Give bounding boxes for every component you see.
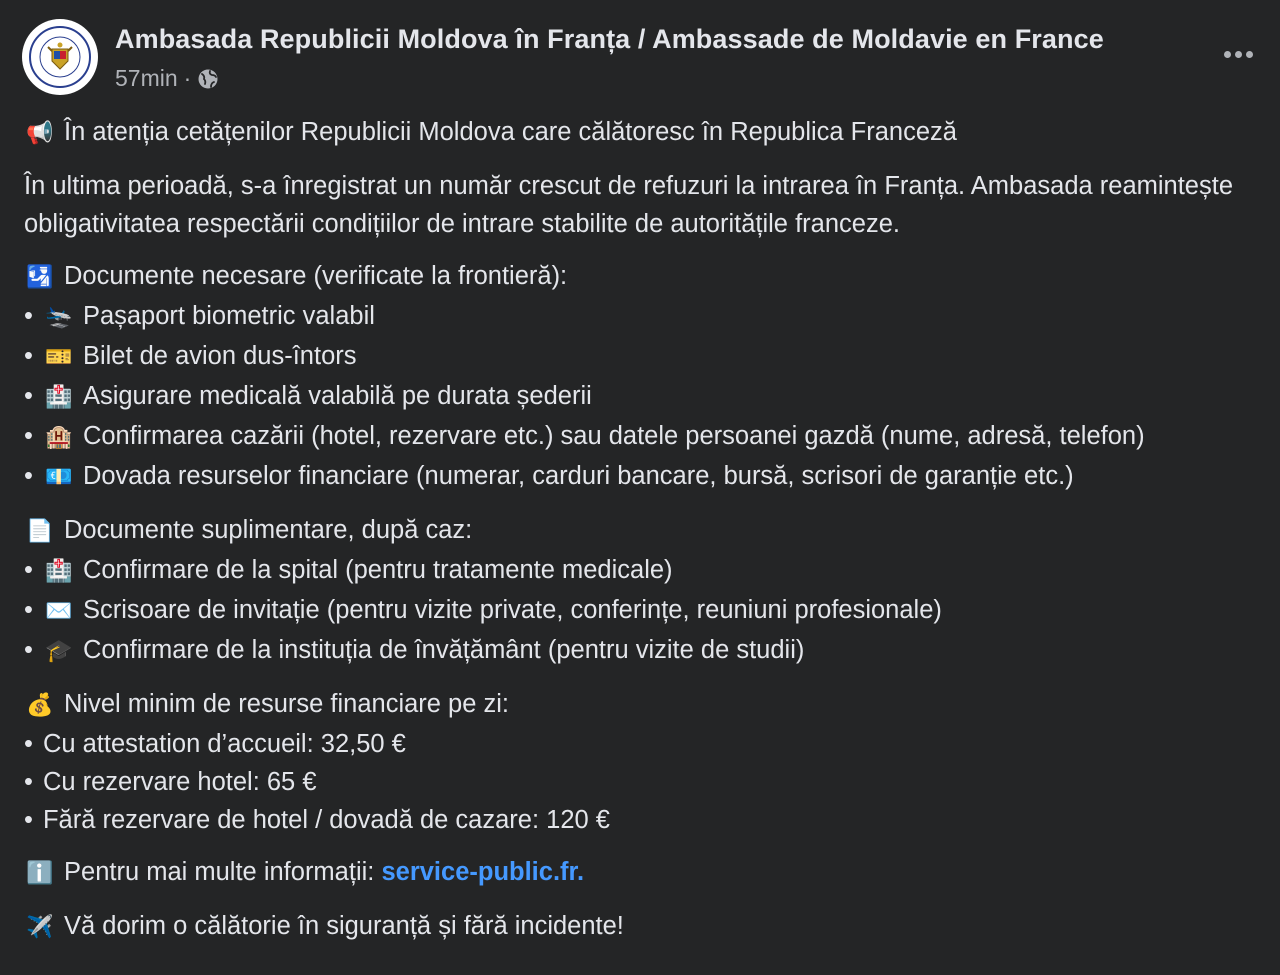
passport-control-icon: 🛂 — [26, 265, 54, 290]
financial-section — [24, 685, 1260, 839]
document-icon: 📄 — [26, 519, 54, 544]
post-body — [24, 113, 1260, 961]
additional-title: Documente suplimentare, după caz: — [64, 516, 473, 544]
post-meta — [115, 65, 219, 92]
intro-text: În atenția cetățenilor Republicii Moldova care călătoresc în Republica Franceză — [64, 118, 957, 146]
list-item: • 💶 Dovada resurselor financiare (numerar, carduri bancare, bursă, scrisori de garanție etc.) — [24, 457, 1260, 497]
financial-title: Nivel minim de resurse financiare pe zi: — [64, 690, 510, 718]
meta-separator: · — [183, 65, 192, 91]
list-item: • Cu attestation d’accueil: 32,50 € — [24, 730, 406, 758]
banknote-icon: 💶 — [45, 465, 73, 490]
airplane-arrival-icon: 🛬 — [45, 305, 73, 330]
additional-documents-section — [24, 511, 1260, 671]
list-item: • 🏥 Confirmare de la spital (pentru tratamente medicale) — [24, 551, 1260, 591]
info-icon: ℹ️ — [26, 861, 54, 886]
notice-paragraph: În ultima perioadă, s-a înregistrat un număr crescut de refuzuri la intrarea în Franța. Ambasada reamintește obligativitatea respectării condițiilor de intrare stabilite de autoritățile franceze. — [24, 172, 1234, 238]
list-item: • 🎓 Confirmare de la instituția de învățământ (pentru vizite de studii) — [24, 631, 1260, 671]
info-text: Pentru mai multe informații: — [64, 858, 382, 886]
required-documents-section — [24, 257, 1260, 497]
list-item: • Cu rezervare hotel: 65 € — [24, 768, 317, 796]
post-header — [22, 18, 1258, 100]
airplane-icon: ✈️ — [26, 915, 54, 940]
intro-line — [24, 113, 1260, 153]
list-item: • 🛬 Pașaport biometric valabil — [24, 297, 1260, 337]
ticket-icon: 🎫 — [45, 345, 73, 370]
globe-icon[interactable] — [197, 68, 219, 90]
post-timestamp[interactable]: 57min — [115, 65, 178, 91]
required-title: Documente necesare (verificate la frontieră): — [64, 262, 568, 290]
page-name-link[interactable]: Ambasada Republicii Moldova în Franța / Ambassade de Moldavie en France — [115, 24, 1104, 54]
info-line — [24, 853, 1260, 893]
list-item: • 🏨 Confirmarea cazării (hotel, rezervare etc.) sau datele persoanei gazdă (nume, adresă, telefon) — [24, 417, 1260, 457]
hospital-icon: 🏥 — [45, 385, 73, 410]
hospital-icon: 🏥 — [45, 559, 73, 584]
more-options-icon[interactable] — [1218, 38, 1258, 70]
page-avatar[interactable] — [22, 19, 98, 95]
embassy-seal-icon — [29, 26, 91, 88]
envelope-icon: ✉️ — [45, 599, 73, 624]
service-public-link[interactable]: service-public.fr. — [381, 858, 585, 886]
list-item: • ✉️ Scrisoare de invitație (pentru vizite private, conferințe, reuniuni profesionale) — [24, 591, 1260, 631]
list-item: • 🏥 Asigurare medicală valabilă pe durata șederii — [24, 377, 1260, 417]
closing-line — [24, 907, 1260, 947]
megaphone-icon: 📢 — [26, 121, 54, 146]
list-item: • Fără rezervare de hotel / dovadă de cazare: 120 € — [24, 806, 610, 834]
closing-text: Vă dorim o călătorie în siguranță și fără incidente! — [64, 912, 624, 940]
list-item: • 🎫 Bilet de avion dus-întors — [24, 337, 1260, 377]
graduation-cap-icon: 🎓 — [45, 639, 73, 664]
hotel-icon: 🏨 — [45, 425, 73, 450]
money-bag-icon: 💰 — [26, 693, 54, 718]
